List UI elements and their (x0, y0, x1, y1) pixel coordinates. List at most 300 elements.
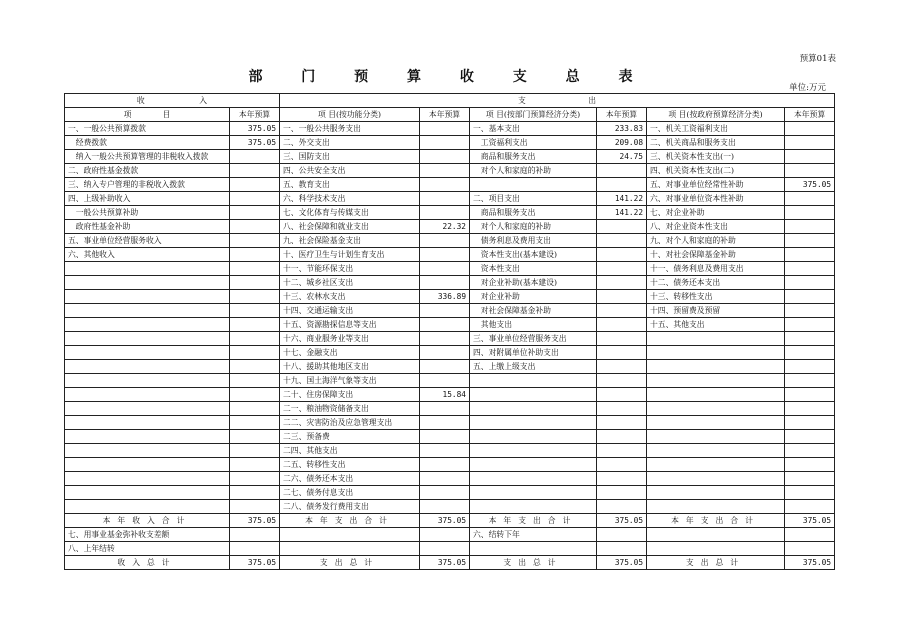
table-row (65, 150, 835, 164)
amount-cell (597, 542, 647, 556)
amount-cell (420, 444, 470, 458)
amount-cell (420, 122, 470, 136)
item-cell: 四、上级补助收入 (65, 192, 230, 206)
amount-cell (597, 234, 647, 248)
item-cell: 五、教育支出 (280, 178, 420, 192)
amount-cell (420, 360, 470, 374)
amount-cell (785, 542, 835, 556)
grand-total-row (65, 556, 835, 570)
amount-cell (785, 472, 835, 486)
amount-cell (420, 500, 470, 514)
item-cell: 五、上缴上级支出 (470, 360, 597, 374)
table-row (65, 472, 835, 486)
table-row (65, 430, 835, 444)
amount-cell (420, 178, 470, 192)
table-row (65, 304, 835, 318)
form-number: 预算01表 (799, 54, 836, 64)
total-label: 本年收入合计 (65, 514, 230, 528)
item-cell: 其他支出 (470, 318, 597, 332)
item-cell: 十四、预留费及预留 (647, 304, 785, 318)
item-cell: 二四、其他支出 (280, 444, 420, 458)
item-cell: 资本性支出(基本建设) (470, 248, 597, 262)
amount-cell (785, 136, 835, 150)
amount-cell (420, 276, 470, 290)
item-cell: 十、对社会保障基金补助 (647, 248, 785, 262)
item-cell (65, 430, 230, 444)
total-label: 本年支出合计 (280, 514, 420, 528)
item-cell (470, 430, 597, 444)
amount-cell: 336.89 (420, 290, 470, 304)
amount-cell (597, 528, 647, 542)
item-cell: 十八、援助其他地区支出 (280, 360, 420, 374)
table-row (65, 206, 835, 220)
item-cell (65, 402, 230, 416)
budget-table (64, 93, 835, 570)
item-cell (647, 472, 785, 486)
item-cell (65, 304, 230, 318)
amount-cell (230, 542, 280, 556)
amount-cell (785, 262, 835, 276)
total-value: 375.05 (785, 556, 835, 570)
amount-cell (785, 374, 835, 388)
table-row (65, 542, 835, 556)
amount-cell (597, 416, 647, 430)
item-cell (647, 360, 785, 374)
item-cell (65, 374, 230, 388)
item-cell: 二六、债务还本支出 (280, 472, 420, 486)
item-cell (647, 346, 785, 360)
item-cell: 六、科学技术支出 (280, 192, 420, 206)
amount-cell: 15.84 (420, 388, 470, 402)
amount-cell (420, 528, 470, 542)
table-row (65, 402, 835, 416)
amount-cell (785, 528, 835, 542)
total-value: 375.05 (597, 514, 647, 528)
amount-cell (785, 220, 835, 234)
amount-cell (785, 402, 835, 416)
item-cell (647, 528, 785, 542)
item-cell (470, 486, 597, 500)
item-cell: 七、文化体育与传媒支出 (280, 206, 420, 220)
item-cell: 一般公共预算补助 (65, 206, 230, 220)
amount-cell (420, 332, 470, 346)
item-cell (647, 542, 785, 556)
amount-cell (230, 472, 280, 486)
item-cell (280, 528, 420, 542)
item-cell: 八、上年结转 (65, 542, 230, 556)
item-cell: 六、其他收入 (65, 248, 230, 262)
item-cell: 二五、转移性支出 (280, 458, 420, 472)
amount-cell (230, 262, 280, 276)
amount-cell (597, 290, 647, 304)
item-cell: 四、机关资本性支出(二) (647, 164, 785, 178)
amount-cell (420, 192, 470, 206)
item-cell (470, 444, 597, 458)
amount-cell (785, 122, 835, 136)
table-row (65, 388, 835, 402)
table-row (65, 234, 835, 248)
item-cell: 二八、债务发行费用支出 (280, 500, 420, 514)
amount-cell: 233.83 (597, 122, 647, 136)
amount-cell (420, 430, 470, 444)
item-cell: 八、社会保障和就业支出 (280, 220, 420, 234)
amount-cell (230, 458, 280, 472)
item-cell: 十一、节能环保支出 (280, 262, 420, 276)
item-cell: 六、对事业单位资本性补助 (647, 192, 785, 206)
amount-cell (230, 430, 280, 444)
item-cell: 商品和服务支出 (470, 150, 597, 164)
amount-cell (230, 318, 280, 332)
table-row (65, 360, 835, 374)
amount-cell (230, 150, 280, 164)
expense-header: 支 出 (280, 94, 835, 108)
table-row (65, 178, 835, 192)
table-row (65, 458, 835, 472)
amount-cell: 209.08 (597, 136, 647, 150)
amount-cell (597, 458, 647, 472)
amount-cell (230, 374, 280, 388)
item-cell (470, 472, 597, 486)
item-cell: 二三、预备费 (280, 430, 420, 444)
amount-cell (230, 402, 280, 416)
total-label: 本年支出合计 (470, 514, 597, 528)
amount-cell (785, 290, 835, 304)
amount-cell (420, 262, 470, 276)
item-cell: 对个人和家庭的补助 (470, 220, 597, 234)
item-cell: 七、用事业基金弥补收支差额 (65, 528, 230, 542)
item-cell (65, 472, 230, 486)
item-cell: 九、社会保险基金支出 (280, 234, 420, 248)
amount-cell (785, 206, 835, 220)
item-cell: 三、事业单位经营服务支出 (470, 332, 597, 346)
item-cell: 四、对附属单位补助支出 (470, 346, 597, 360)
item-cell (280, 542, 420, 556)
item-cell: 五、事业单位经营服务收入 (65, 234, 230, 248)
item-cell: 三、机关资本性支出(一) (647, 150, 785, 164)
total-value: 375.05 (785, 514, 835, 528)
amount-cell (230, 332, 280, 346)
total-label: 支出总计 (647, 556, 785, 570)
amount-cell (230, 388, 280, 402)
amount-cell (597, 248, 647, 262)
total-value: 375.05 (230, 514, 280, 528)
amount-cell (785, 234, 835, 248)
amount-cell (420, 458, 470, 472)
item-cell: 十五、资源勘探信息等支出 (280, 318, 420, 332)
amount-cell (597, 332, 647, 346)
amount-cell (597, 388, 647, 402)
item-cell (470, 416, 597, 430)
income-header: 收 入 (65, 94, 280, 108)
item-cell (470, 388, 597, 402)
item-cell: 十一、债务利息及费用支出 (647, 262, 785, 276)
amount-cell (785, 248, 835, 262)
amount-cell (597, 276, 647, 290)
amount-cell (785, 388, 835, 402)
amount-cell (597, 486, 647, 500)
amount-cell (420, 164, 470, 178)
amount-cell: 24.75 (597, 150, 647, 164)
amount-cell: 141.22 (597, 192, 647, 206)
item-cell (65, 332, 230, 346)
item-cell: 商品和服务支出 (470, 206, 597, 220)
table-row (65, 122, 835, 136)
total-value: 375.05 (420, 556, 470, 570)
amount-cell (597, 402, 647, 416)
amount-cell (597, 360, 647, 374)
econ-dept-item-header: 项 目(按部门预算经济分类) (470, 108, 597, 122)
item-cell (65, 276, 230, 290)
amount-cell (230, 528, 280, 542)
unit-label: 单位:万元 (789, 83, 826, 93)
item-cell: 对个人和家庭的补助 (470, 164, 597, 178)
item-cell: 三、国防支出 (280, 150, 420, 164)
amount-cell (597, 178, 647, 192)
amount-cell (785, 304, 835, 318)
amount-cell (230, 360, 280, 374)
amount-cell (420, 206, 470, 220)
amount-cell (597, 430, 647, 444)
annual-total-row (65, 514, 835, 528)
item-cell: 一、一般公共服务支出 (280, 122, 420, 136)
item-cell (470, 402, 597, 416)
item-cell (65, 388, 230, 402)
header-row-top (65, 94, 835, 108)
amount-cell (230, 486, 280, 500)
item-cell: 十二、债务还本支出 (647, 276, 785, 290)
item-cell (65, 318, 230, 332)
total-label: 本年支出合计 (647, 514, 785, 528)
item-cell: 十四、交通运输支出 (280, 304, 420, 318)
item-cell: 十三、转移性支出 (647, 290, 785, 304)
amount-cell (420, 542, 470, 556)
amount-cell (785, 444, 835, 458)
amount-cell (785, 486, 835, 500)
table-row (65, 416, 835, 430)
item-cell: 资本性支出 (470, 262, 597, 276)
item-cell (647, 388, 785, 402)
item-cell: 对社会保障基金补助 (470, 304, 597, 318)
item-cell: 七、对企业补助 (647, 206, 785, 220)
amount-cell (420, 402, 470, 416)
item-cell (647, 416, 785, 430)
amount-cell (230, 500, 280, 514)
item-cell (647, 444, 785, 458)
amount-cell (597, 164, 647, 178)
table-row (65, 220, 835, 234)
item-cell: 九、对个人和家庭的补助 (647, 234, 785, 248)
amount-cell (597, 500, 647, 514)
amount-header: 本年预算 (785, 108, 835, 122)
amount-cell (785, 276, 835, 290)
item-cell (470, 374, 597, 388)
table-row (65, 276, 835, 290)
item-cell (470, 542, 597, 556)
amount-cell (230, 304, 280, 318)
amount-cell (785, 500, 835, 514)
item-cell: 二一、粮油物资储备支出 (280, 402, 420, 416)
econ-gov-item-header: 项 目(按政府预算经济分类) (647, 108, 785, 122)
amount-cell (420, 234, 470, 248)
amount-cell (785, 318, 835, 332)
amount-cell (230, 416, 280, 430)
header-row-columns (65, 108, 835, 122)
amount-cell (420, 304, 470, 318)
total-value: 375.05 (230, 556, 280, 570)
total-label: 支出总计 (280, 556, 420, 570)
item-cell: 债务利息及费用支出 (470, 234, 597, 248)
amount-cell (597, 444, 647, 458)
table-row (65, 332, 835, 346)
table-row (65, 374, 835, 388)
item-cell (647, 374, 785, 388)
item-cell (65, 500, 230, 514)
amount-cell (785, 332, 835, 346)
item-cell (65, 360, 230, 374)
amount-cell (230, 346, 280, 360)
amount-cell (597, 220, 647, 234)
amount-cell (230, 276, 280, 290)
amount-cell: 22.32 (420, 220, 470, 234)
amount-cell (420, 248, 470, 262)
item-cell: 五、对事业单位经常性补助 (647, 178, 785, 192)
table-row (65, 444, 835, 458)
item-cell: 一、一般公共预算拨款 (65, 122, 230, 136)
item-cell: 工资福利支出 (470, 136, 597, 150)
item-cell: 十九、国土海洋气象等支出 (280, 374, 420, 388)
amount-cell (230, 206, 280, 220)
page-title: 部 门 预 算 收 支 总 表 (248, 69, 650, 85)
table-row (65, 192, 835, 206)
item-cell: 十五、其他支出 (647, 318, 785, 332)
amount-cell (230, 220, 280, 234)
amount-cell (785, 360, 835, 374)
amount-cell: 375.05 (230, 136, 280, 150)
table-row (65, 290, 835, 304)
item-cell: 一、基本支出 (470, 122, 597, 136)
item-cell (65, 290, 230, 304)
item-cell (65, 486, 230, 500)
amount-cell (230, 290, 280, 304)
amount-cell (420, 318, 470, 332)
item-cell (647, 500, 785, 514)
item-cell (647, 332, 785, 346)
item-cell: 十七、金融支出 (280, 346, 420, 360)
amount-cell (785, 346, 835, 360)
table-row (65, 248, 835, 262)
total-label: 收入总计 (65, 556, 230, 570)
amount-cell (785, 416, 835, 430)
item-cell (65, 416, 230, 430)
amount-cell (785, 192, 835, 206)
item-cell (65, 444, 230, 458)
amount-cell: 375.05 (785, 178, 835, 192)
amount-header: 本年预算 (420, 108, 470, 122)
item-cell: 二、机关商品和服务支出 (647, 136, 785, 150)
item-cell: 对企业补助 (470, 290, 597, 304)
amount-cell (597, 472, 647, 486)
item-cell: 十三、农林水支出 (280, 290, 420, 304)
amount-cell (597, 318, 647, 332)
amount-cell (785, 150, 835, 164)
amount-cell (420, 346, 470, 360)
table-row (65, 500, 835, 514)
item-cell: 六、结转下年 (470, 528, 597, 542)
item-cell: 十、医疗卫生与计划生育支出 (280, 248, 420, 262)
income-item-header: 项 目 (65, 108, 230, 122)
item-cell (470, 458, 597, 472)
item-cell: 二七、债务付息支出 (280, 486, 420, 500)
table-row (65, 164, 835, 178)
amount-cell (230, 178, 280, 192)
table-row (65, 528, 835, 542)
item-cell: 十六、商业服务业等支出 (280, 332, 420, 346)
total-label: 支出总计 (470, 556, 597, 570)
amount-cell: 141.22 (597, 206, 647, 220)
amount-cell (230, 444, 280, 458)
item-cell (65, 262, 230, 276)
amount-cell (230, 234, 280, 248)
table-row (65, 262, 835, 276)
table-row (65, 346, 835, 360)
item-cell (65, 458, 230, 472)
item-cell: 二、外交支出 (280, 136, 420, 150)
item-cell: 一、机关工资福利支出 (647, 122, 785, 136)
item-cell: 八、对企业资本性支出 (647, 220, 785, 234)
func-item-header: 项 目(按功能分类) (280, 108, 420, 122)
item-cell (470, 500, 597, 514)
amount-cell (785, 430, 835, 444)
total-value: 375.05 (420, 514, 470, 528)
table-row (65, 318, 835, 332)
amount-cell: 375.05 (230, 122, 280, 136)
item-cell (647, 458, 785, 472)
item-cell: 政府性基金补助 (65, 220, 230, 234)
amount-cell (420, 136, 470, 150)
amount-cell (420, 472, 470, 486)
item-cell: 十二、城乡社区支出 (280, 276, 420, 290)
table-row (65, 136, 835, 150)
amount-cell (597, 374, 647, 388)
amount-cell (230, 248, 280, 262)
amount-cell (597, 346, 647, 360)
item-cell (647, 486, 785, 500)
amount-cell (597, 262, 647, 276)
item-cell: 纳入一般公共预算管理的非税收入拨款 (65, 150, 230, 164)
item-cell (470, 178, 597, 192)
item-cell: 二二、灾害防治及应急管理支出 (280, 416, 420, 430)
item-cell: 经费拨款 (65, 136, 230, 150)
item-cell: 二、项目支出 (470, 192, 597, 206)
item-cell (647, 430, 785, 444)
amount-header: 本年预算 (597, 108, 647, 122)
amount-header: 本年预算 (230, 108, 280, 122)
amount-cell (785, 458, 835, 472)
item-cell (647, 402, 785, 416)
amount-cell (420, 150, 470, 164)
amount-cell (597, 304, 647, 318)
amount-cell (420, 416, 470, 430)
amount-cell (785, 164, 835, 178)
amount-cell (230, 192, 280, 206)
amount-cell (420, 486, 470, 500)
item-cell: 三、纳入专户管理的非税收入拨款 (65, 178, 230, 192)
amount-cell (420, 374, 470, 388)
table-row (65, 486, 835, 500)
amount-cell (230, 164, 280, 178)
item-cell: 对企业补助(基本建设) (470, 276, 597, 290)
item-cell: 四、公共安全支出 (280, 164, 420, 178)
